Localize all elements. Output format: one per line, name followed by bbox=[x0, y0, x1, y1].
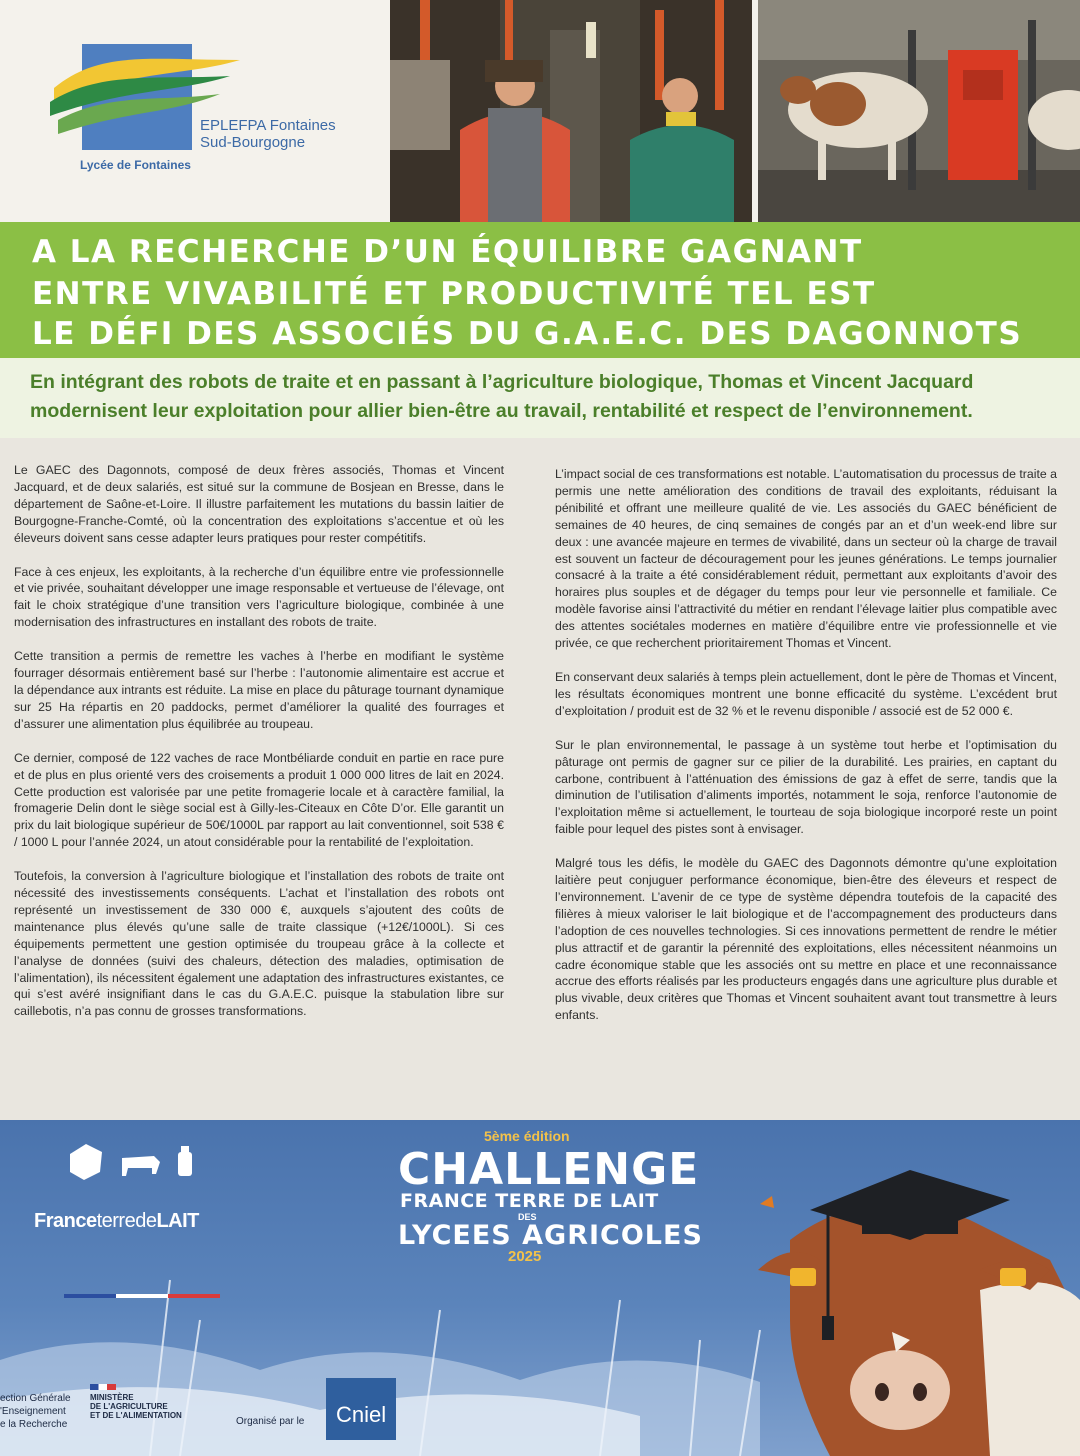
title-band bbox=[0, 222, 1080, 360]
paragraph: Le GAEC des Dagonnots, composé de deux frères associés, Thomas et Vincent Jacquard, et de deux salariés, est situé sur la commune de Bosjean en Bresse, dans le département de Saône-et-Loire. Il illustre parfaitement les mutations du bassin laitier de Bourgogne-Franche-Comté, où la concentration des exploitations s’accentue et où les éleveurs doivent sans cesse adapter leurs pratiques pour rester compétitifs. bbox=[14, 463, 504, 545]
year: 2025 bbox=[508, 1248, 542, 1265]
dgr-line: 'Enseignement bbox=[0, 1406, 66, 1417]
france-cow-bottle-icon bbox=[64, 1138, 204, 1188]
logo-line-3: Lycée de Fontaines bbox=[80, 158, 191, 172]
ministere-line: DE L'AGRICULTURE bbox=[90, 1402, 168, 1411]
challenge-title: CHALLENGE bbox=[398, 1144, 700, 1195]
subtitle-band bbox=[0, 358, 1080, 438]
photo-milking-robot bbox=[758, 0, 1080, 232]
ftl-line: FRANCE TERRE DE LAIT bbox=[400, 1190, 659, 1212]
ftl-logo-part: France bbox=[34, 1210, 97, 1232]
paragraph: L’impact social de ces transformations est notable. L’automatisation du processus de traite a permis une nette amélioration des conditions de travail des exploitants, réduisant la pénibilité et offrant une meilleure qualité de vie. Les associés du GAEC bénéficient de semaines de 40 heures, de cinq semaines de congés par an et d’un week-end libre sur deux : une avancée majeure en termes de vivabilité, dans un secteur où la charge de travail est souvent un facteur de découragement pour les jeunes générations. Le temps journalier consacré à la traite a été considérablement réduit, permettant aux exploitants d’avoir des horaires plus souples et de dégager du temps pour leur vie personnelle et familiale. Ce modèle favorise ainsi l’attractivité du métier en rendant l’élevage laitier plus compatible avec des attentes sociétales modernes en matière d’équilibre entre vie professionnelle et vie privée, ce que recherchent prioritairement Thomas et Vincent. bbox=[555, 467, 1057, 651]
dgr-line: e la Recherche bbox=[0, 1419, 68, 1430]
left-column bbox=[14, 462, 504, 1037]
paragraph: Malgré tous les défis, le modèle du GAEC des Dagonnots démontre qu’une exploitation laitière peut conjuguer performance économique, bien-être des éleveurs et respect de l’environnement. L’avenir de ce type de système dépendra toutefois de la capacité des filières à mieux valoriser le lait biologique et de l’accompagnement des producteurs dans l’adoption de ces nouvelles technologies. Si ces innovations permettent de rendre le métier plus attractif et de garantir la pérennité des exploitations, elles nécessitent néanmoins un cadre économique stable que les associés ont su mettre en place et une reconnaissance accrue des efforts réalisés par les producteurs engagés dans une agriculture plus durable et plus vivable, deux critères que Thomas et Vincent souhaitent avant tout transmettre à leurs enfants. bbox=[555, 856, 1057, 1023]
paragraph: Ce dernier, composé de 122 vaches de race Montbéliarde conduit en partie en race pure et de plus en plus orienté vers des croisements a produit 1 000 000 litres de lait en 2024. Cette production est valorisée par une petite fromagerie locale et à caractère familial, la fromagerie Delin dont le siège social est à Gilly-les-Citeaux en Côte D’or. Elle garantit un prix du lait biologique supérieur de 50€/1000L par rapport au lait conventionnel, soit 538 € / 1000 L pour l’année 2024, un atout considérable pour la rentabilité de l’exploitation. bbox=[14, 750, 504, 850]
ministere-logo bbox=[90, 1384, 182, 1420]
ftl-logo-part: LAIT bbox=[156, 1210, 199, 1232]
paragraph: Sur le plan environnemental, le passage à un système tout herbe et l’optimisation du pâturage ont permis de gagner sur ce pilier de la durabilité. Les prairies, en captant du carbone, contribuent à l’atténuation des émissions de gaz à effet de serre, tandis que la diminution de l’utilisation d’aliments importés, notamment le soja, renforce l’autonomie de l’exploitation même si actuellement, le tourteau de soja biologique incorporé reste un point faible pour lequel des pistes sont à envisager. bbox=[555, 737, 1057, 837]
ministere-line: ET DE L'ALIMENTATION bbox=[90, 1411, 182, 1420]
france-terre-de-lait-logo bbox=[34, 1210, 199, 1233]
organise-label: Organisé par le bbox=[236, 1416, 305, 1427]
header bbox=[0, 0, 1080, 232]
flag-icon bbox=[90, 1384, 116, 1390]
footer bbox=[0, 1120, 1080, 1456]
title-line-3: LE DÉFI DES ASSOCIÉS DU G.A.E.C. DES DAGONNOTS bbox=[32, 316, 1023, 352]
cow-graduate-icon bbox=[750, 1120, 1080, 1456]
subtitle: En intégrant des robots de traite et en passant à l’agriculture biologique, Thomas et Vincent Jacquard modernisent leur exploitation pour allier bien-être au travail, rentabilité et respect de l’environnement. bbox=[30, 371, 974, 422]
paragraph: En conservant deux salariés à temps plein actuellement, dont le père de Thomas et Vincent, les résultats économiques montrent une bonne efficacité du système. L’excédent brut d’exploitation / produit est de 32 % et le revenu disponible / associé est de 52 000 €. bbox=[555, 669, 1057, 718]
lycees-title: LYCEES AGRICOLES bbox=[398, 1220, 703, 1251]
cniel-label: Cniel bbox=[336, 1402, 387, 1427]
des-label: DES bbox=[518, 1212, 537, 1222]
title-line-1: A LA RECHERCHE D’UN ÉQUILIBRE GAGNANT bbox=[32, 234, 863, 270]
photo-farmers bbox=[390, 0, 752, 232]
paragraph: Cette transition a permis de remettre les vaches à l’herbe en modifiant le système fourrager désormais entièrement basé sur l’herbe : l’autonomie alimentaire est accrue et la dépendance aux intrants est réduite. La mise en place du pâturage tournant dynamique sur 25 Ha répartis en 20 paddocks, permet d’améliorer la qualité des fourrages et d’assurer une alimentation plus équilibrée au troupeau. bbox=[14, 649, 504, 731]
edition: 5ème édition bbox=[484, 1128, 570, 1144]
logo-line-2: Sud-Bourgogne bbox=[200, 134, 306, 151]
title-line-2: ENTRE VIVABILITÉ ET PRODUCTIVITÉ TEL EST bbox=[32, 276, 876, 312]
right-column bbox=[555, 466, 1057, 1041]
dgr-logo bbox=[0, 1392, 71, 1431]
ministere-line: MINISTÈRE bbox=[90, 1393, 134, 1402]
dgr-line: ection Générale bbox=[0, 1393, 71, 1404]
tricolor-bar bbox=[64, 1294, 220, 1298]
school-logo bbox=[40, 30, 380, 200]
cniel-logo bbox=[326, 1378, 396, 1440]
paragraph: Face à ces enjeux, les exploitants, à la recherche d’un équilibre entre vie professionnelle et vie privée, souhaitant développer une image responsable et vertueuse de l’élevage, ont fait le choix stratégique d’une transition vers l’agriculture biologique, combinée à une modernisation des infrastructures en installant des robots de traite. bbox=[14, 564, 504, 630]
ftl-logo-part: terrede bbox=[96, 1210, 157, 1232]
logo-line-1: EPLEFPA Fontaines bbox=[200, 117, 336, 134]
paragraph: Toutefois, la conversion à l’agriculture biologique et l’installation des robots de traite ont nécessité des investissements conséquents. L’achat et l’installation des robots ont représenté un investissement de 330 000 €, auxquels s’ajoutent des coûts de maintenance plus élevés qu’une salle de traite classique (+12€/1000L). Si ces équipements permettent une gestion optimisée du troupeau grâce à la collecte et l’analyse de données (suivi des chaleurs, détection des maladies, optimisation de l’alimentation), ils nécessitent également une adaptation des infrastructures existantes, ce qui s’est avéré insignifiant dans le cas du G.A.E.C. puisque la stabulation libre sur caillebotis, n’a pas connu de grosses transformations. bbox=[14, 869, 504, 1019]
